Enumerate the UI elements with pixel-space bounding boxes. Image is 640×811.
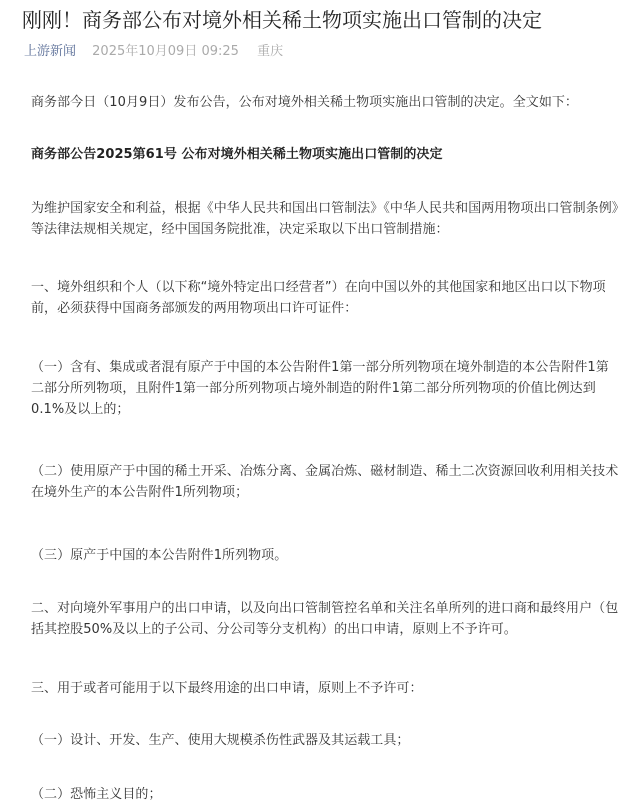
article-title: 刚刚！商务部公布对境外相关稀土物项实施出口管制的决定	[22, 8, 542, 32]
item-one-sub-a: （一）含有、集成或者混有原产于中国的本公告附件1第一部分所列物项在境外制造的本公告附件1第二部分所列物项，且附件1第一部分所列物项占境外制造的附件1第二部分所列物项的价值比例达到0.1%及以上的；	[31, 360, 609, 417]
item-two-paragraph: 二、对向境外军事用户的出口申请，以及向出口管制管控名单和关注名单所列的进口商和最终用户（包括其控股50%及以上的子公司、分公司等分支机构）的出口申请，原则上不予许可。	[31, 601, 619, 637]
notice-title: 商务部公告2025第61号 公布对境外相关稀土物项实施出口管制的决定	[31, 147, 443, 162]
item-one-sub-b: （二）使用原产于中国的稀土开采、冶炼分离、金属冶炼、磁材制造、稀土二次资源回收利用相关技术在境外生产的本公告附件1所列物项；	[31, 464, 619, 500]
item-three-sub-b: （二）恐怖主义目的；	[31, 787, 162, 802]
item-three-sub-a: （一）设计、开发、生产、使用大规模杀伤性武器及其运载工具；	[31, 733, 410, 748]
intro-paragraph: 商务部今日（10月9日）发布公告，公布对境外相关稀土物项实施出口管制的决定。全文如下：	[31, 95, 578, 110]
source-link[interactable]: 上游新闻	[24, 44, 77, 59]
basis-paragraph: 为维护国家安全和利益，根据《中华人民共和国出口管制法》《中华人民共和国两用物项出口管制条例》等法律法规相关规定，经中国国务院批准，决定采取以下出口管制措施：	[31, 201, 619, 237]
article-meta	[24, 43, 283, 61]
item-one-paragraph: 一、境外组织和个人（以下称“境外特定出口经营者”）在向中国以外的其他国家和地区出口以下物项前，必须获得中国商务部颁发的两用物项出口许可证件：	[31, 280, 606, 316]
publish-datetime: 2025年10月09日 09:25	[92, 44, 239, 59]
item-one-sub-c: （三）原产于中国的本公告附件1所列物项。	[31, 548, 288, 563]
item-three-paragraph: 三、用于或者可能用于以下最终用途的出口申请，原则上不予许可：	[31, 681, 423, 696]
publish-location: 重庆	[257, 44, 284, 59]
